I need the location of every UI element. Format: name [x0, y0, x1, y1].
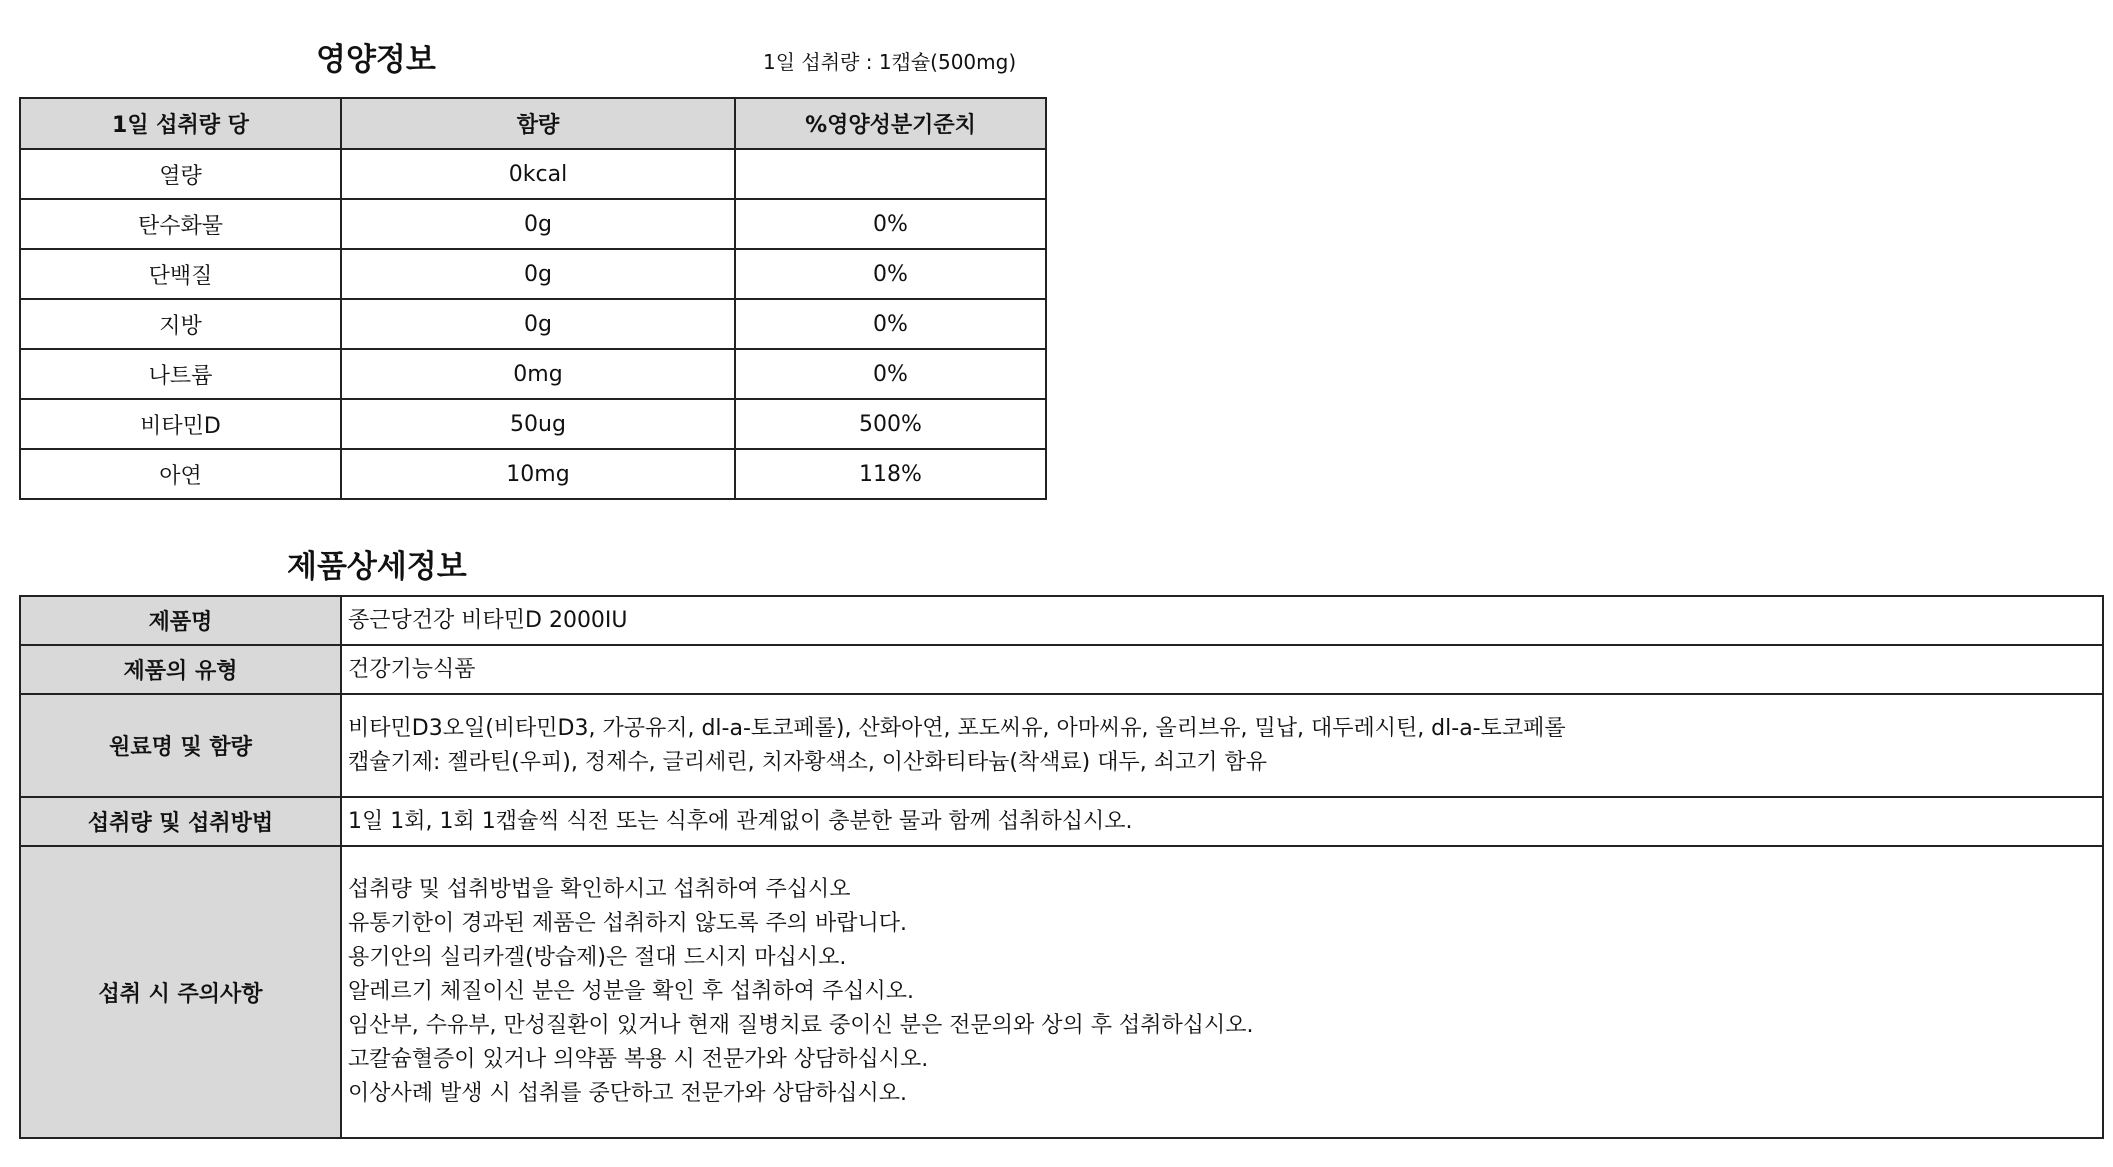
nutrition-title: 영양정보: [316, 42, 436, 78]
detail-value: [341, 596, 2103, 645]
header-daily-value: %영양성분기준치: [735, 98, 1046, 149]
detail-label: 섭취 시 주의사항: [20, 846, 341, 1138]
detail-line: 종근당건강 비타민D 2000IU: [348, 607, 628, 633]
nutrient-amount: 0kcal: [341, 149, 735, 199]
detail-line: 비타민D3오일(비타민D3, 가공유지, dl-a-토코페롤), 산화아연, 포도씨유, 아마씨유, 올리브유, 밀납, 대두레시틴, dl-a-토코페롤: [348, 715, 1566, 741]
nutrient-daily-value: [735, 149, 1046, 199]
detail-line: 1일 1회, 1회 1캡슐씩 식전 또는 식후에 관계없이 충분한 물과 함께 섭취하십시오.: [348, 808, 1133, 834]
detail-label: 섭취량 및 섭취방법: [20, 797, 341, 846]
table-row: [20, 199, 1046, 249]
detail-line: 건강기능식품: [348, 656, 476, 682]
nutrient-name: 열량: [20, 149, 341, 199]
detail-row-ingredients: [20, 694, 2103, 797]
detail-value: [341, 846, 2103, 1138]
header-amount: 함량: [341, 98, 735, 149]
nutrient-amount: 0g: [341, 199, 735, 249]
nutrient-daily-value: 0%: [735, 199, 1046, 249]
nutrient-name: 아연: [20, 449, 341, 499]
nutrient-amount: 0g: [341, 249, 735, 299]
nutrient-name: 비타민D: [20, 399, 341, 449]
detail-value: [341, 645, 2103, 694]
nutrition-header-row: [20, 98, 1046, 149]
nutrition-table: [19, 97, 1047, 500]
nutrient-daily-value: 0%: [735, 349, 1046, 399]
nutrient-name: 나트륨: [20, 349, 341, 399]
product-details-table: [19, 595, 2104, 1139]
nutrient-daily-value: 0%: [735, 249, 1046, 299]
detail-label: 원료명 및 함량: [20, 694, 341, 797]
table-row: [20, 149, 1046, 199]
nutrient-amount: 10mg: [341, 449, 735, 499]
detail-line: 캡슐기제: 젤라틴(우피), 정제수, 글리세린, 치자황색소, 이산화티타늄(착색료) 대두, 쇠고기 함유: [348, 749, 1267, 775]
details-title: 제품상세정보: [287, 549, 467, 585]
nutrient-name: 탄수화물: [20, 199, 341, 249]
nutrient-daily-value: 118%: [735, 449, 1046, 499]
table-row: [20, 249, 1046, 299]
detail-row-product-name: [20, 596, 2103, 645]
table-row: [20, 349, 1046, 399]
detail-label: 제품명: [20, 596, 341, 645]
nutrient-name: 지방: [20, 299, 341, 349]
detail-line: 유통기한이 경과된 제품은 섭취하지 않도록 주의 바랍니다.: [348, 911, 908, 936]
nutrient-amount: 50ug: [341, 399, 735, 449]
table-row: [20, 299, 1046, 349]
table-row: [20, 399, 1046, 449]
detail-line: 이상사례 발생 시 섭취를 중단하고 전문가와 상담하십시오.: [348, 1081, 908, 1106]
detail-row-precautions: [20, 846, 2103, 1138]
detail-label: 제품의 유형: [20, 645, 341, 694]
serving-size-note: 1일 섭취량 : 1캡슐(500mg): [763, 50, 1017, 74]
detail-line: 고칼슘혈증이 있거나 의약품 복용 시 전문가와 상담하십시오.: [348, 1047, 929, 1072]
nutrient-daily-value: 500%: [735, 399, 1046, 449]
detail-line: 섭취량 및 섭취방법을 확인하시고 섭취하여 주십시오: [348, 877, 851, 902]
table-row: [20, 449, 1046, 499]
detail-line: 알레르기 체질이신 분은 성분을 확인 후 섭취하여 주십시오.: [348, 979, 914, 1004]
detail-row-dosage: [20, 797, 2103, 846]
nutrient-amount: 0g: [341, 299, 735, 349]
detail-line: 용기안의 실리카겔(방습제)은 절대 드시지 마십시오.: [348, 945, 847, 970]
nutrient-name: 단백질: [20, 249, 341, 299]
detail-value: [341, 694, 2103, 797]
detail-line: 임산부, 수유부, 만성질환이 있거나 현재 질병치료 중이신 분은 전문의와 상의 후 섭취하십시오.: [348, 1013, 1254, 1038]
nutrient-daily-value: 0%: [735, 299, 1046, 349]
detail-value: [341, 797, 2103, 846]
nutrient-amount: 0mg: [341, 349, 735, 399]
detail-row-product-type: [20, 645, 2103, 694]
header-per-serving: 1일 섭취량 당: [20, 98, 341, 149]
